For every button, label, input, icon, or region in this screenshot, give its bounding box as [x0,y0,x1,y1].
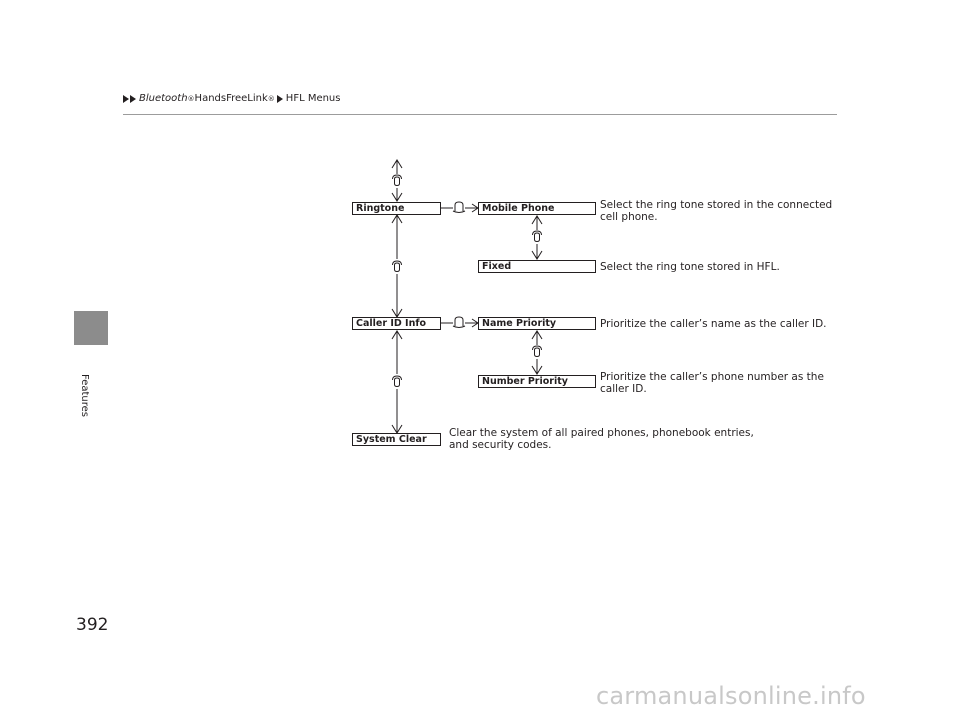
description-line: caller ID. [600,383,647,395]
registered-mark: ® [267,94,275,103]
description-line: and security codes. [449,439,552,451]
number-priority-description [600,371,824,395]
breadcrumb-bluetooth: Bluetooth [139,93,188,104]
mobile-phone-description [600,199,832,223]
name-priority-description: Prioritize the caller’s name as the caller ID. [600,318,827,330]
menu-mobile-phone: Mobile Phone [478,202,596,215]
breadcrumb-hfl-menus: HFL Menus [285,93,341,104]
menu-caller-id-info: Caller ID Info [352,317,441,330]
menu-fixed: Fixed [478,260,596,273]
section-label: Features [79,374,90,417]
page-number: 392 [76,615,109,635]
menu-ringtone: Ringtone [352,202,441,215]
description-line: Clear the system of all paired phones, phonebook entries, [449,427,754,439]
registered-mark: ® [187,94,195,103]
menu-number-priority: Number Priority [478,375,596,388]
rotate-knob-icon [393,175,402,186]
breadcrumb-handsfreelink: HandsFreeLink [194,93,268,104]
watermark: carmanualsonline.info [596,682,866,710]
rotate-knob-icon [393,376,402,387]
menu-name-priority: Name Priority [478,317,596,330]
description-line: cell phone. [600,211,658,223]
rotate-knob-icon [533,346,542,357]
system-clear-description [449,427,754,451]
fixed-description: Select the ring tone stored in HFL. [600,261,780,273]
description-line: Select the ring tone stored in the connected [600,199,833,211]
press-knob-icon [453,202,465,213]
rotate-knob-icon [393,261,402,272]
menu-system-clear: System Clear [352,433,441,446]
press-knob-icon [453,317,465,328]
rotate-knob-icon [533,231,542,242]
description-line: Prioritize the caller’s phone number as the [600,371,824,383]
